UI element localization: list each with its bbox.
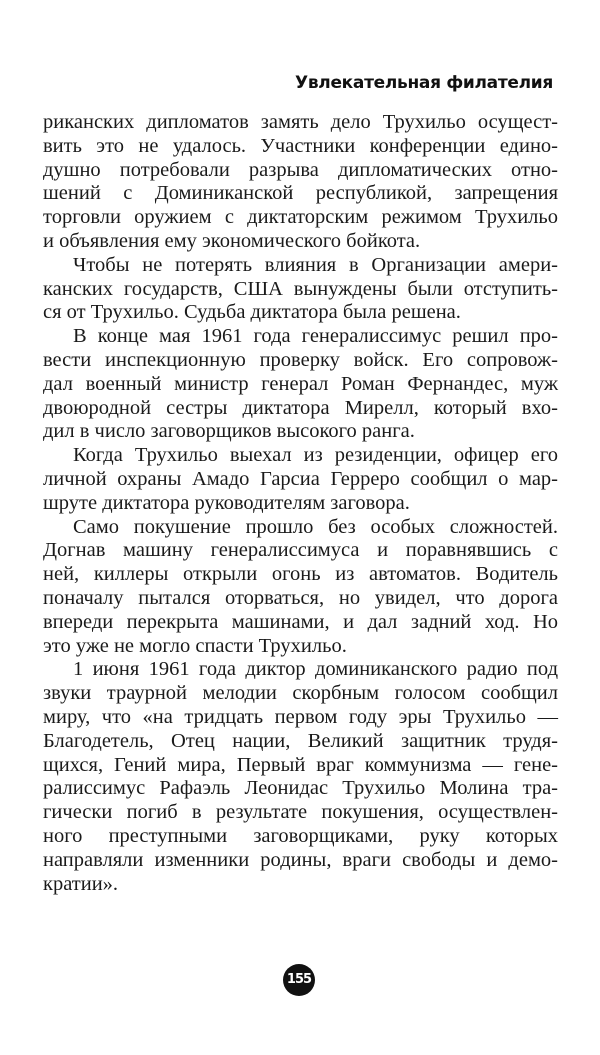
text-line: дал военный министр генерал Роман Фернандес, муж — [43, 372, 558, 395]
text-line: В конце мая 1961 года генералиссимус решил про- — [73, 325, 558, 348]
text-line: шений с Доминиканской республикой, запрещения — [43, 182, 558, 205]
paragraph — [43, 516, 558, 659]
paragraph — [43, 444, 558, 515]
running-header: Увлекательная филателия — [295, 73, 553, 93]
paragraph — [43, 658, 558, 896]
body-text — [43, 111, 558, 896]
text-line: это уже не могло спасти Трухильо. — [43, 634, 347, 657]
text-line: ного преступными заговорщиками, руку которых — [43, 824, 558, 847]
text-line: душно потребовали разрыва дипломатических отно- — [43, 158, 558, 181]
text-line: кратии». — [43, 872, 119, 895]
text-line: риканских дипломатов замять дело Трухильо осущест- — [43, 111, 558, 133]
text-line: шруте диктатора руководителям заговора. — [43, 491, 410, 514]
text-line: дил в число заговорщиков высокого ранга. — [43, 420, 415, 443]
text-line: миру, что «на тридцать первом году эры Трухильо — — [43, 705, 558, 728]
text-line: личной охраны Амадо Гарсиа Герреро сообщил о мар- — [43, 467, 558, 490]
text-line: Когда Трухильо выехал из резиденции, офицер его — [73, 444, 558, 467]
text-line: канских государств, США вынуждены были отступить- — [43, 277, 558, 300]
paragraph — [43, 111, 558, 254]
text-line: Чтобы не потерять влияния в Организации амери- — [73, 253, 558, 276]
text-line: поначалу пытался оторваться, но увидел, что дорога — [43, 586, 558, 609]
text-line: ралиссимус Рафаэль Леонидас Трухильо Молина тра- — [43, 777, 558, 800]
text-line: звуки траурной мелодии скорбным голосом сообщил — [43, 682, 558, 705]
text-line: щихся, Гений мира, Первый враг коммунизма — гене- — [43, 753, 558, 776]
text-line: Догнав машину генералиссимуса и поравнявшись с — [43, 539, 558, 562]
text-line: торговли оружием с диктаторским режимом Трухильо — [43, 206, 558, 229]
page-number: 155 — [283, 964, 315, 996]
text-line: Благодетель, Отец нации, Великий защитник трудя- — [43, 729, 558, 752]
text-line: впереди перекрыта машинами, и дал задний ход. Но — [43, 610, 558, 633]
paragraph — [43, 325, 558, 444]
text-line: и объявления ему экономического бойкота. — [43, 229, 421, 252]
paragraph — [43, 254, 558, 325]
text-line: Само покушение прошло без особых сложностей. — [73, 515, 558, 538]
text-line: двоюродной сестры диктатора Мирелл, который вхо- — [43, 396, 558, 419]
text-line: ней, киллеры открыли огонь из автоматов. Водитель — [43, 563, 558, 586]
text-line: вести инспекционную проверку войск. Его сопровож- — [43, 348, 558, 371]
text-line: ся от Трухильо. Судьба диктатора была решена. — [43, 301, 461, 324]
text-line: гически погиб в результате покушения, осуществлен- — [43, 801, 558, 824]
text-line: направляли изменники родины, враги свободы и демо- — [43, 848, 558, 871]
text-line: вить это не удалось. Участники конференции едино- — [43, 134, 558, 157]
text-line: 1 июня 1961 года диктор доминиканского радио под — [73, 658, 558, 681]
